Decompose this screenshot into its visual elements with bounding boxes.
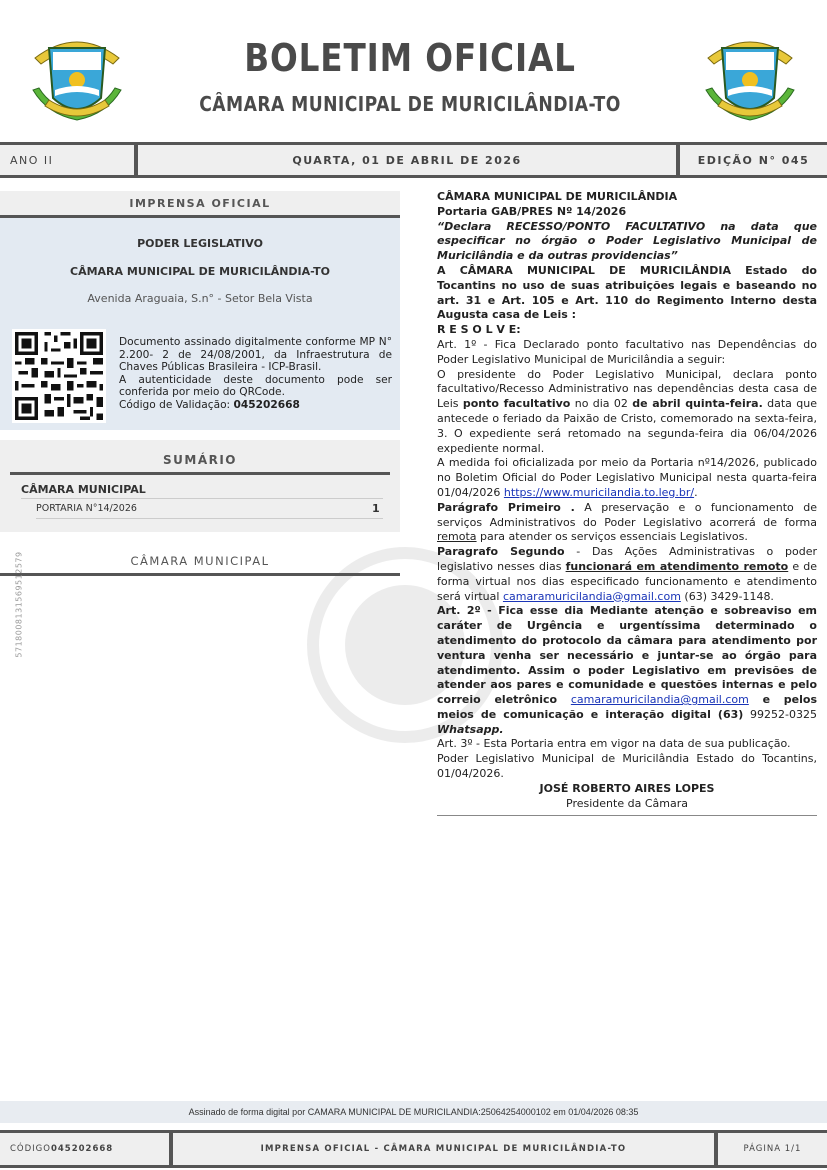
- article-par1: Parágrafo Primeiro . A preservação e o funcionamento de serviços Administrativos do Poder Legislativo acorrerá de forma remota para atender os serviços essenciais Legislativos.: [437, 500, 817, 544]
- article-preamble: A CÂMARA MUNICIPAL DE MURICILÂNDIA Estado do Tocantins no uso de suas atribuições legais e baseando no art. 31 e Art. 105 e Art. 110 do Regimento Interno desta Augusta casa de Leis :: [437, 263, 817, 322]
- footer-bar: [0, 1130, 827, 1168]
- article-art1: Art. 1º - Fica Declarado ponto facultativo nas Dependências do Poder Legislativo Municipal de Muricilândia a seguir:: [437, 337, 817, 366]
- signer-name: JOSÉ ROBERTO AIRES LOPES: [539, 781, 715, 795]
- summary-heading: SUMÁRIO: [162, 453, 238, 467]
- year-label: ANO II: [10, 153, 54, 167]
- signature-text: Documento assinado digitalmente conforme MP N° 2.200- 2 de 24/08/2001, da Infraestrutura de Chaves Públicas Brasileira - ICP-Brasil.: [119, 336, 392, 374]
- article: [437, 190, 817, 816]
- article-org: CÂMARA MUNICIPAL DE MURICILÂNDIA: [437, 190, 678, 203]
- section-label: CÂMARA MUNICIPAL: [130, 554, 270, 568]
- article-par2: Paragrafo Segundo - Das Ações Administrativas o poder legislativo nesses dias funcionará em atendimento remoto e de forma virtual nos dias especificado funcionamento e atendimento será virtual camaramuricilandia@gmail.com (63) 3429-1148.: [437, 545, 818, 603]
- municipal-seal-icon: [700, 28, 800, 128]
- authenticity-text: A autenticidade deste documento pode ser conferida por meio do QRCode.: [119, 373, 392, 399]
- article-ementa: “Declara RECESSO/PONTO FACULTATIVO na data que especificar no órgão o Poder Legislativo Municipal de Muricilândia e da outras providencias”: [437, 219, 817, 263]
- signer-role: Presidente da Câmara: [566, 796, 688, 810]
- validation-label: Código de Validação:: [119, 398, 234, 411]
- page-subtitle: CÂMARA MUNICIPAL DE MURICILÂNDIA-TO: [199, 92, 621, 116]
- validation-code: 045202668: [233, 398, 300, 411]
- summary-item-label[interactable]: PORTARIA N°14/2026: [36, 503, 137, 514]
- org-label: CÂMARA MUNICIPAL DE MURICILÂNDIA-TO: [70, 265, 330, 278]
- address-label: Avenida Araguaia, S.n° - Setor Bela Vista: [87, 292, 313, 305]
- article-closing: Poder Legislativo Municipal de Muricilândia Estado do Tocantins, 01/04/2026.: [437, 752, 817, 781]
- footer-page: PÁGINA 1/1: [743, 1144, 802, 1154]
- signature-notice: [119, 336, 392, 412]
- power-label: PODER LEGISLATIVO: [137, 237, 263, 250]
- digital-signature-footer: Assinado de forma digital por CAMARA MUNICIPAL DE MURICILANDIA:25064254000102 em 01/04/2026 08:35: [0, 1101, 827, 1123]
- website-link[interactable]: https://www.muricilandia.to.leg.br/: [503, 485, 695, 499]
- date-label: QUARTA, 01 DE ABRIL DE 2026: [292, 153, 522, 167]
- email-link[interactable]: camaramuricilandia@gmail.com: [570, 693, 749, 707]
- municipal-seal-icon: [27, 28, 127, 128]
- footer-code: CÓDIGO 045202668: [10, 1144, 114, 1154]
- article-p1: O presidente do Poder Legislativo Municipal, declara ponto facultativo/Recesso Administrativo nas dependências desta casa de Leis ponto facultativo no dia 02 de abril quinta-feira. data que antecede o feriado da Paixão de Cristo, comemorado na sexta-feira, 3. O expediente será retomado na segunda-feira dia 06/04/2026 expediente normal.: [437, 367, 817, 455]
- footer-center: IMPRENSA OFICIAL - CÂMARA MUNICIPAL DE MURICILÂNDIA-TO: [260, 1144, 627, 1154]
- article-art3: Art. 3º - Esta Portaria entra em vigor na data de sua publicação.: [437, 737, 791, 751]
- article-portaria: Portaria GAB/PRES Nº 14/2026: [437, 204, 627, 218]
- summary-item-page: 1: [372, 502, 380, 515]
- edition-label: EDIÇÃO N° 045: [697, 153, 810, 167]
- side-code: 5718008131569512579: [14, 551, 24, 658]
- article-p2: A medida foi oficializada por meio da Portaria nº14/2026, publicado no Boletim Oficial do Poder Legislativo Municipal nesta quarta-feira 01/04/2026 https://www.muricilandia.to.leg.br/.: [437, 456, 817, 499]
- qr-code-icon[interactable]: [12, 329, 106, 423]
- email-link[interactable]: camaramuricilandia@gmail.com: [502, 589, 681, 603]
- article-resolve: R E S O L V E:: [437, 323, 521, 337]
- article-art2: Art. 2º - Fica esse dia Mediante atenção e sobreaviso em caráter de Urgência e urgentíssima determinado o atendimento do protocolo da câmara para atendimento por ventura venha ser necessário e juntar-se ao órgão para atendimento. Assim o poder Legislativo em previsões de atender aos pares e comunidade e questões internas e pelo correio eletrônico camaramuricilandia@gmail.com e pelos meios de comunicação e interação digital (63) 99252-0325 Whatsapp.: [437, 604, 818, 736]
- info-bar: [0, 142, 827, 178]
- summary-group: CÂMARA MUNICIPAL: [21, 483, 146, 496]
- page-title: BOLETIM OFICIAL: [244, 36, 576, 80]
- imprensa-heading: IMPRENSA OFICIAL: [129, 197, 271, 210]
